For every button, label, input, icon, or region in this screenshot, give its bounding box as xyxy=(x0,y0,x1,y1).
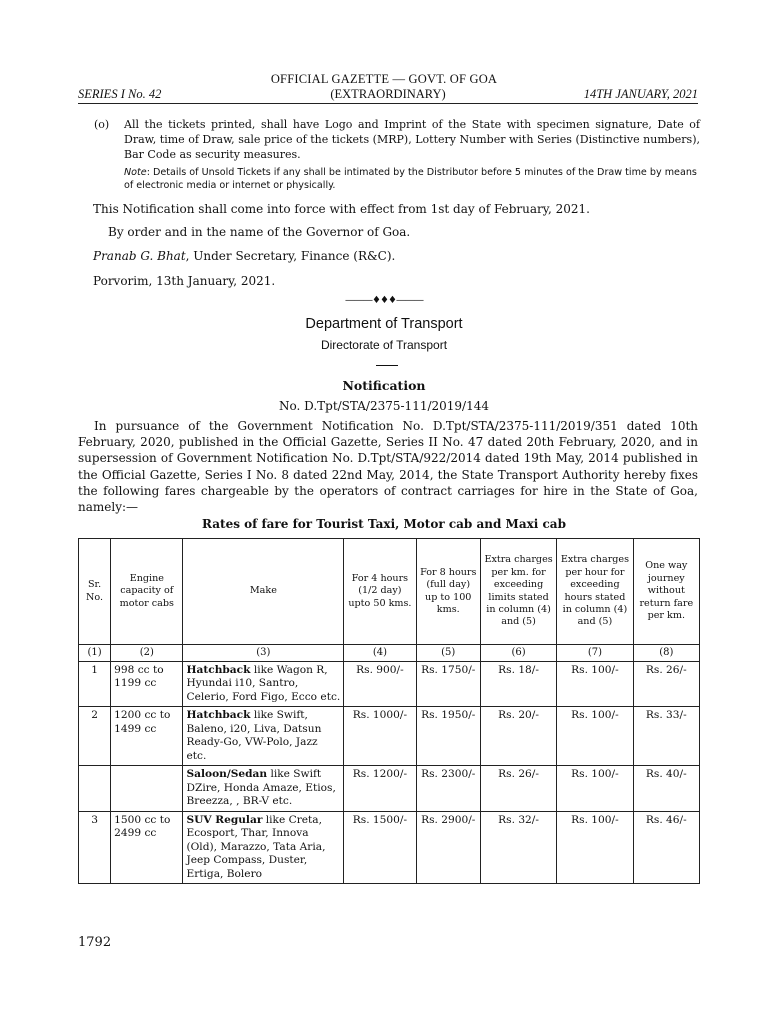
cell-extra-hour: Rs. 100/- xyxy=(557,661,633,707)
cell-make xyxy=(183,811,344,884)
cell-make xyxy=(183,766,344,812)
signatory-title: , Under Secretary, Finance (R&C). xyxy=(185,249,396,263)
page-number: 1792 xyxy=(78,935,112,950)
by-order-line: By order and in the name of the Governor of Goa. xyxy=(108,225,411,239)
table-header-row xyxy=(79,539,700,645)
cell-engine: 998 cc to 1199 cc xyxy=(111,661,183,707)
table-row xyxy=(79,707,700,766)
notification-heading: Notification xyxy=(342,378,426,393)
cell-four-hours: Rs. 1000/- xyxy=(344,707,416,766)
cell-make xyxy=(183,661,344,707)
clause-o xyxy=(94,117,700,162)
clause-text: All the tickets printed, shall have Logo and Imprint of the State with specimen signature, Date of Draw, time of Draw, sale price of the tickets (MRP), Lottery Number with Series (Distinctive numbers), Bar Code as security measures. xyxy=(124,118,700,161)
col-num: (8) xyxy=(633,645,699,662)
section-separator: ———♦♦♦——— xyxy=(345,295,423,306)
table-row xyxy=(79,811,700,884)
table-title: Rates of fare for Tourist Taxi, Motor cab and Maxi cab xyxy=(202,517,566,531)
clause-label: (o) xyxy=(94,118,110,131)
cell-four-hours: Rs. 900/- xyxy=(344,661,416,707)
cell-sr: 1 xyxy=(79,661,111,707)
header-four-hours: For 4 hours (1/2 day) upto 50 kms. xyxy=(344,539,416,645)
column-number-row xyxy=(79,645,700,662)
header-one-way: One way journey without return fare per km. xyxy=(633,539,699,645)
header-eight-hours: For 8 hours (full day) up to 100 kms. xyxy=(416,539,480,645)
issue-date: 14TH JANUARY, 2021 xyxy=(583,87,698,101)
header-engine: Engine capacity of motor cabs xyxy=(111,539,183,645)
cell-one-way: Rs. 26/- xyxy=(633,661,699,707)
header-sr: Sr. No. xyxy=(79,539,111,645)
cell-eight-hours: Rs. 1950/- xyxy=(416,707,480,766)
cell-one-way: Rs. 40/- xyxy=(633,766,699,812)
cell-sr xyxy=(79,766,111,812)
col-num: (2) xyxy=(111,645,183,662)
col-num: (6) xyxy=(480,645,556,662)
fare-table xyxy=(78,538,700,884)
note xyxy=(124,166,699,192)
directorate-heading: Directorate of Transport xyxy=(320,338,448,352)
vehicle-category: Hatchback xyxy=(186,663,251,676)
table-row xyxy=(79,766,700,812)
cell-eight-hours: Rs. 1750/- xyxy=(416,661,480,707)
cell-engine: 1500 cc to 2499 cc xyxy=(111,811,183,884)
col-num: (7) xyxy=(557,645,633,662)
cell-engine xyxy=(111,766,183,812)
vehicle-models: like Swift, Baleno, i20, Liva, Datsun Ready-Go, VW-Polo, Jazz etc. xyxy=(186,709,322,762)
cell-sr: 2 xyxy=(79,707,111,766)
note-text: : Details of Unsold Tickets if any shall be intimated by the Distributor before 5 minutes of the Draw time by means of electronic media or internet or physically. xyxy=(124,167,697,191)
cell-extra-km: Rs. 26/- xyxy=(480,766,556,812)
header-row xyxy=(78,87,698,104)
short-divider xyxy=(376,365,398,366)
note-label: Note xyxy=(124,167,147,178)
vehicle-models: like Swift DZire, Honda Amaze, Etios, Breezza, , BR-V etc. xyxy=(186,768,336,807)
cell-extra-hour: Rs. 100/- xyxy=(557,707,633,766)
header-extra-hour: Extra charges per hour for exceeding hours stated in column (4) and (5) xyxy=(557,539,633,645)
cell-extra-km: Rs. 18/- xyxy=(480,661,556,707)
effect-statement: This Notification shall come into force with effect from 1st day of February, 2021. xyxy=(93,202,590,216)
edition-label: (EXTRAORDINARY) xyxy=(330,87,446,101)
col-num: (3) xyxy=(183,645,344,662)
header-extra-km: Extra charges per km. for exceeding limits stated in column (4) and (5) xyxy=(480,539,556,645)
cell-four-hours: Rs. 1200/- xyxy=(344,766,416,812)
series-number: SERIES I No. 42 xyxy=(78,87,162,101)
col-num: (1) xyxy=(79,645,111,662)
vehicle-models: like Wagon R, Hyundai i10, Santro, Celerio, Ford Figo, Ecco etc. xyxy=(186,663,341,703)
place-date: Porvorim, 13th January, 2021. xyxy=(93,274,276,288)
signatory-name: Pranab G. Bhat xyxy=(93,249,186,263)
cell-extra-hour: Rs. 100/- xyxy=(557,811,633,884)
cell-sr: 3 xyxy=(79,811,111,884)
gazette-title: OFFICIAL GAZETTE — GOVT. OF GOA xyxy=(270,72,498,86)
cell-make xyxy=(183,707,344,766)
signatory xyxy=(93,248,395,264)
cell-four-hours: Rs. 1500/- xyxy=(344,811,416,884)
cell-eight-hours: Rs. 2300/- xyxy=(416,766,480,812)
col-num: (5) xyxy=(416,645,480,662)
vehicle-category: Hatchback xyxy=(186,709,251,721)
cell-extra-km: Rs. 32/- xyxy=(480,811,556,884)
header-make: Make xyxy=(183,539,344,645)
vehicle-category: Saloon/Sedan xyxy=(186,768,268,780)
cell-one-way: Rs. 33/- xyxy=(633,707,699,766)
col-num: (4) xyxy=(344,645,416,662)
main-paragraph-text: In pursuance of the Government Notification No. D.Tpt/STA/2375-111/2019/351 dated 10th February, 2020, published in the Official Gazette, Series II No. 47 dated 20th February, 2020, and in supersession of Government Notification No. D.Tpt/STA/922/2014 dated 19th May, 2014 published in the Official Gazette, Series I No. 8 dated 22nd May, 2014, the State Transport Authority hereby fixes the following fares chargeable by the operators of contract carriages for hire in the State of Goa, namely:— xyxy=(78,419,698,515)
cell-extra-hour: Rs. 100/- xyxy=(557,766,633,812)
cell-extra-km: Rs. 20/- xyxy=(480,707,556,766)
notification-number: No. D.Tpt/STA/2375-111/2019/144 xyxy=(278,399,489,413)
cell-engine: 1200 cc to 1499 cc xyxy=(111,707,183,766)
cell-eight-hours: Rs. 2900/- xyxy=(416,811,480,884)
cell-one-way: Rs. 46/- xyxy=(633,811,699,884)
vehicle-models: like Creta, Ecosport, Thar, Innova (Old), Marazzo, Tata Aria, Jeep Compass, Duster, Ertiga, Bolero xyxy=(186,813,326,880)
table-row xyxy=(79,661,700,707)
department-heading: Department of Transport xyxy=(305,316,463,332)
main-paragraph xyxy=(78,418,698,515)
vehicle-category: SUV Regular xyxy=(186,813,263,826)
